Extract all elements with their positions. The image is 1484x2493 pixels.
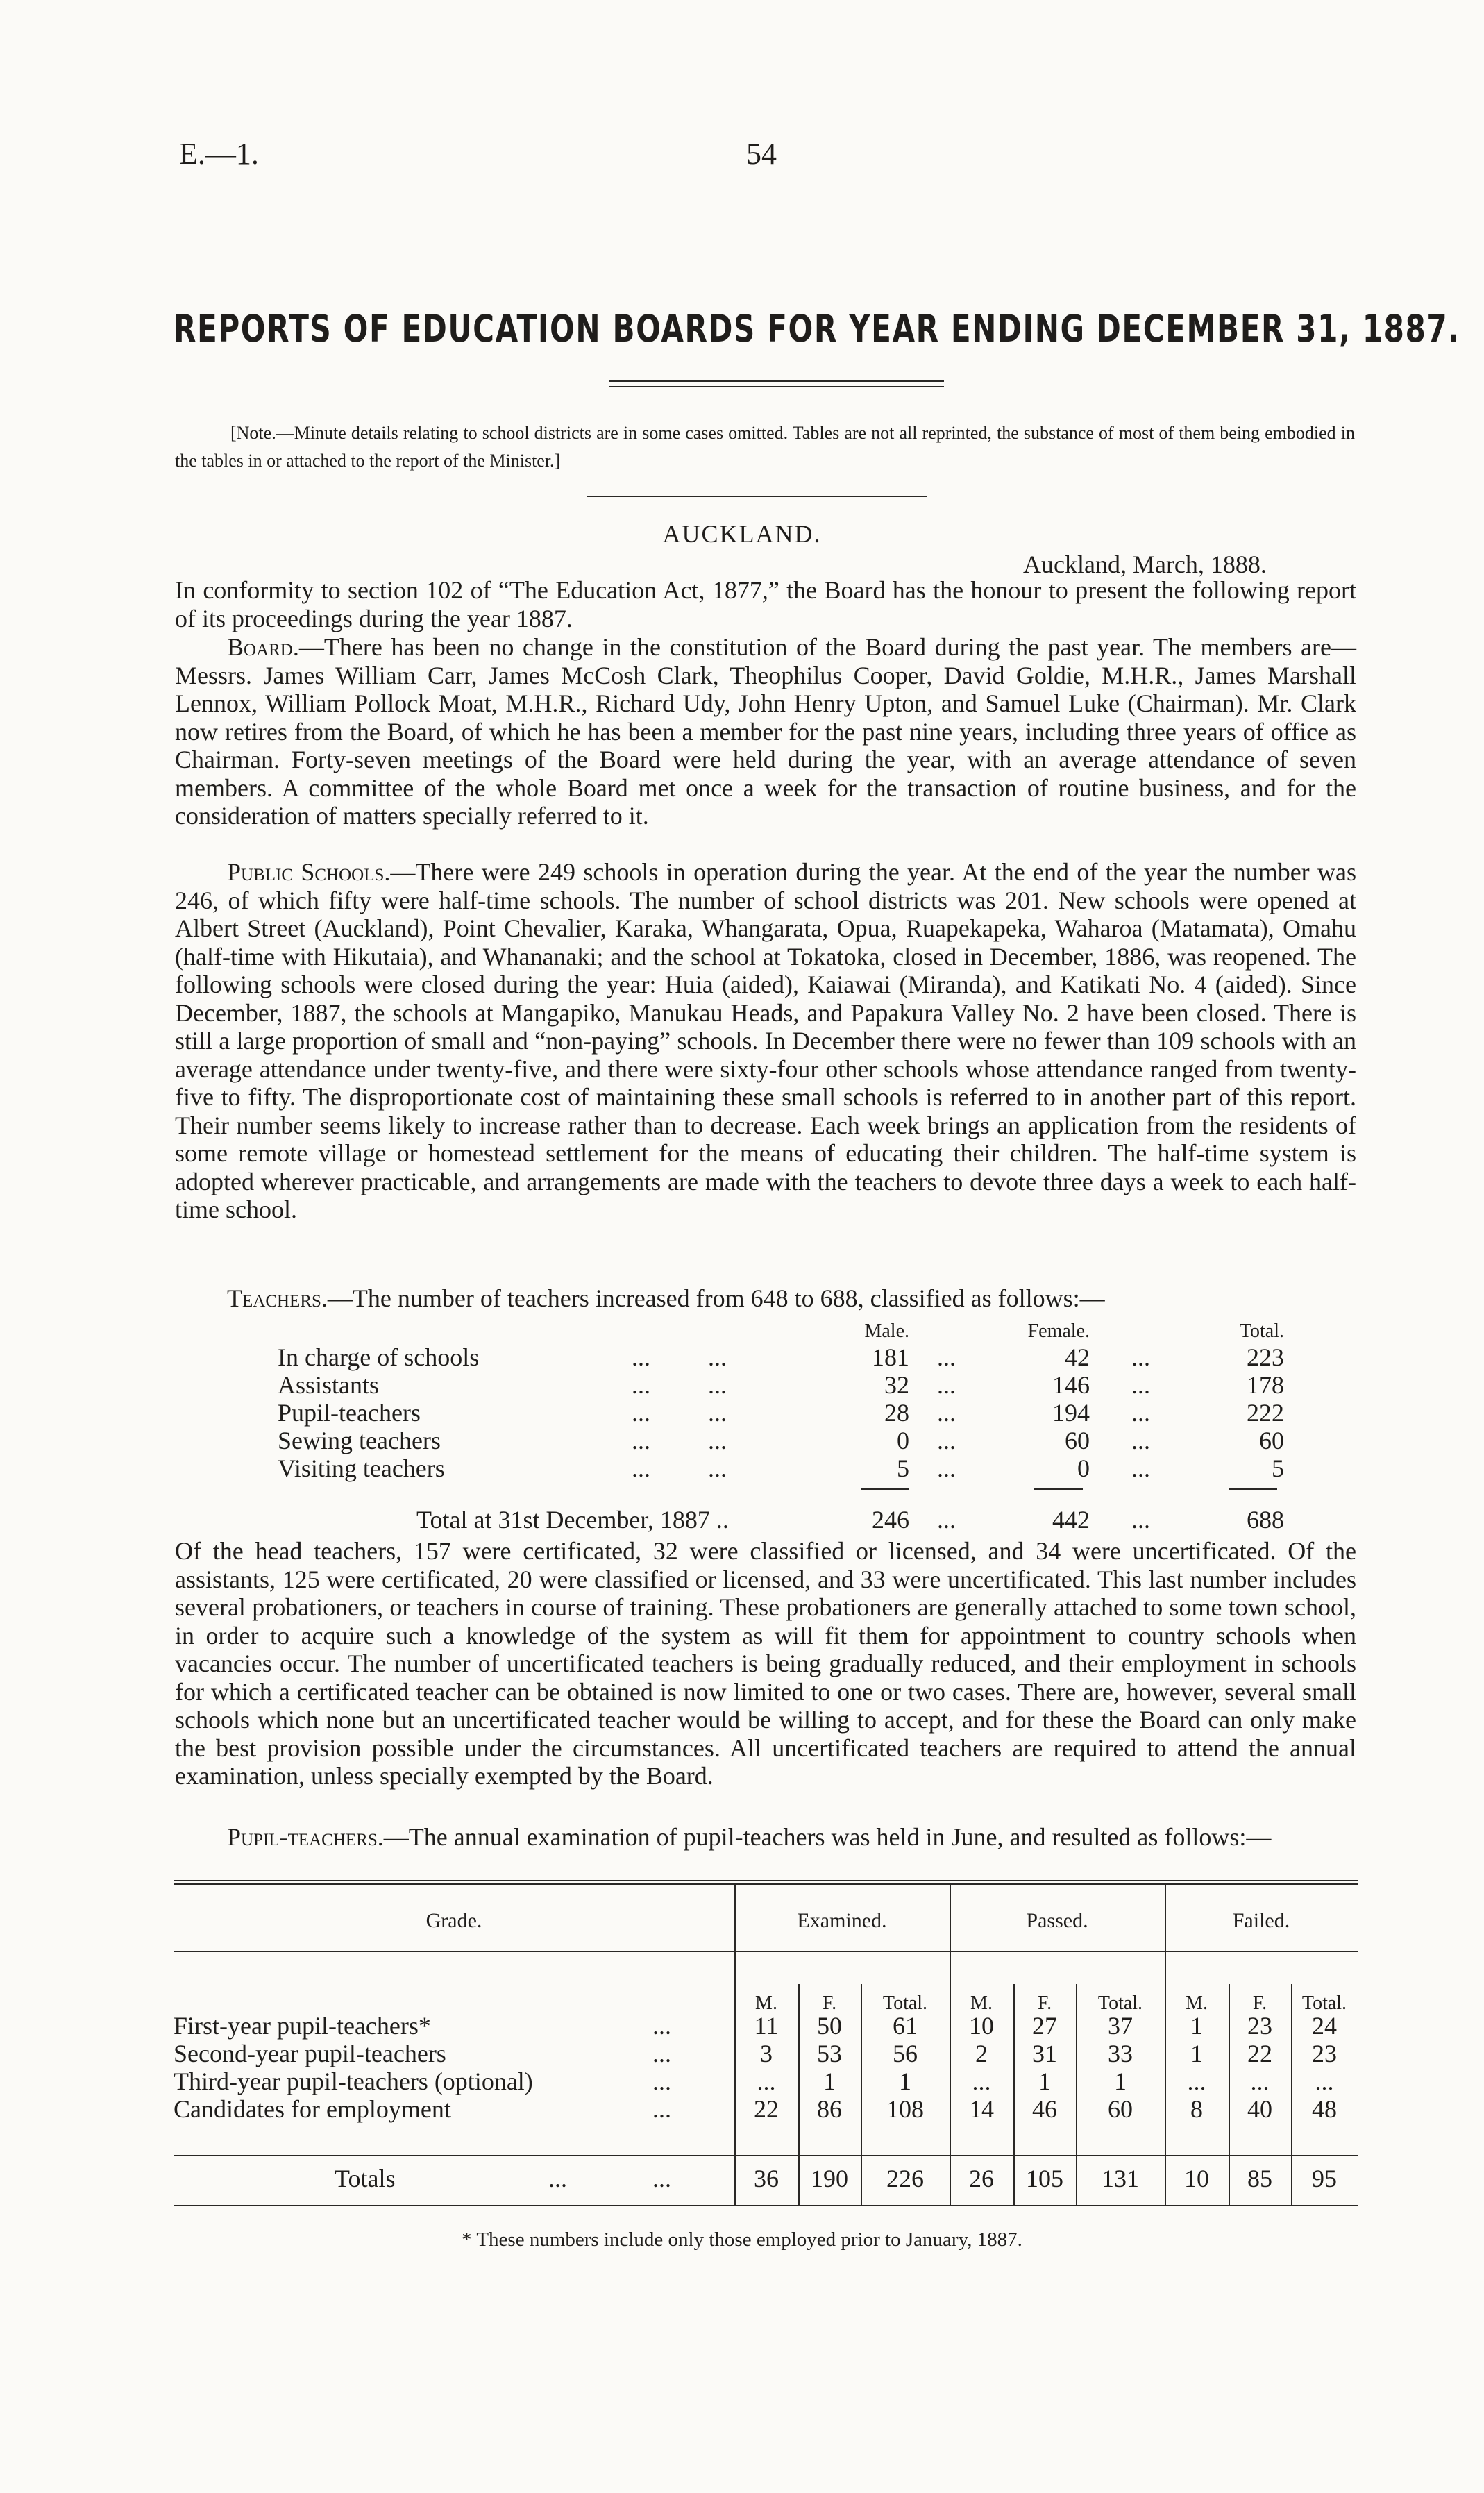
leader-dots: ...: [1131, 1371, 1150, 1399]
header-failed: Failed.: [1232, 1909, 1290, 1932]
table-rule-header: [174, 1951, 1358, 1952]
table-cell: 1: [1190, 2040, 1203, 2067]
table-cell: ...: [1250, 2067, 1270, 2095]
editorial-note: [Note.—Minute details relating to school districts are in some cases omitted. Tables are not all reprinted, the substance of most of them being embodied in the tables in or attached to the report of the Minister.]: [175, 423, 1355, 471]
table-cell: ...: [757, 2067, 776, 2095]
table-cell: 8: [1190, 2095, 1203, 2123]
table-cell: 31: [1032, 2040, 1057, 2067]
intro-paragraph: In conformity to section 102 of “The Education Act, 1877,” the Board has the honour to present the following report of its proceedings during the year 1887.: [175, 576, 1356, 632]
certification-paragraph: Of the head teachers, 157 were certificated, 32 were classified or licensed, and 34 were uncertificated. Of the assistants, 125 were certificated, 20 were classified or licensed, and 33 were uncertificated. This last number includes several probationers, or teachers in course of training. These probationers are generally attached to some town school, in order to acquire such a knowledge of the system as will fit them for appointment to country schools when vacancies occur. The number of uncertificated teachers is being gradually reduced, and their employment in schools for which a certificated teacher can be obtained is now limited to one or two cases. There are, however, several small schools which none but an uncertificated teacher would be willing to accept, and for these the Board can only make the best provision possible under the circumstances. All uncertificated teachers are required to attend the annual examination, unless specially exempted by the Board.: [175, 1537, 1356, 1790]
table-cell: 1: [899, 2067, 911, 2095]
leader-dots: ...: [548, 2165, 567, 2192]
page-identifier: E.—1.: [179, 137, 259, 171]
sum-rule: [1034, 1488, 1083, 1490]
leader-dots: ...: [652, 2012, 671, 2040]
total-value: 60: [1259, 1427, 1284, 1454]
table-cell: 27: [1032, 2012, 1057, 2040]
subheader-f: F.: [1037, 1992, 1052, 2014]
row-label: Pupil-teachers: [278, 1399, 421, 1427]
leader-dots: ...: [632, 1454, 650, 1482]
male-value: 28: [884, 1399, 909, 1427]
totals-cell: 131: [1102, 2165, 1139, 2192]
table-cell: 1: [1114, 2067, 1127, 2095]
section-title: AUCKLAND.: [662, 520, 822, 548]
leader-dots: ...: [708, 1371, 727, 1399]
teachers-lead: Teachers.: [227, 1284, 328, 1312]
subheader-f: F.: [1252, 1992, 1267, 2014]
female-value: 194: [1052, 1399, 1090, 1427]
title-rule-lower: [609, 386, 944, 387]
subheader-m: M.: [755, 1992, 777, 2014]
public-schools-paragraph: [175, 858, 1356, 1224]
total-label: Total at 31st December, 1887 ..: [416, 1506, 729, 1534]
row-label: Sewing teachers: [278, 1427, 441, 1454]
female-value: 60: [1065, 1427, 1090, 1454]
table-cell: 108: [886, 2095, 924, 2123]
leader-dots: ...: [1131, 1427, 1150, 1454]
leader-dots: ...: [652, 2040, 671, 2067]
table-cell: 53: [817, 2040, 842, 2067]
female-value: 42: [1065, 1343, 1090, 1371]
pupil-teachers-text: —The annual examination of pupil-teachers was held in June, and resulted as follows:—: [383, 1823, 1272, 1851]
leader-dots: ...: [1131, 1343, 1150, 1371]
totals-label: Totals: [335, 2165, 396, 2192]
grade-label: Second-year pupil-teachers: [174, 2040, 446, 2067]
section-rule: [587, 496, 927, 497]
table-cell: 23: [1312, 2040, 1337, 2067]
totals-cell: 105: [1026, 2165, 1063, 2192]
totals-cell: 26: [969, 2165, 994, 2192]
male-value: 5: [897, 1454, 909, 1482]
table-cell: ...: [1187, 2067, 1206, 2095]
totals-cell: 36: [754, 2165, 779, 2192]
board-text: —There has been no change in the constitution of the Board during the past year. The members are—Messrs. James William Carr, James McCosh Clark, Theophilus Cooper, David Goldie, M.H.R., James Marshall Lennox, William Pollock Moat, M.H.R., Richard Udy, John Henry Upton, and Samuel Luke (Chairman). Mr. Clark now retires from the Board, of which he has been a member for the past nine years, including three years of office as Chairman. Forty-seven meetings of the Board were held during the year, with an average attendance of seven members. A committee of the whole Board met once a week for the transaction of routine business, and for the consideration of matters specially referred to it.: [175, 633, 1356, 830]
subheader-m: M.: [970, 1992, 993, 2014]
totals-cell: 10: [1184, 2165, 1209, 2192]
footnote: * These numbers include only those employed prior to January, 1887.: [462, 2228, 1022, 2251]
male-value: 0: [897, 1427, 909, 1454]
table-cell: ...: [1315, 2067, 1334, 2095]
table-cell: 10: [969, 2012, 994, 2040]
table-cell: 56: [893, 2040, 918, 2067]
teachers-row: [278, 1343, 1291, 1370]
table-cell: 61: [893, 2012, 918, 2040]
row-label: In charge of schools: [278, 1343, 480, 1371]
table-cell: 48: [1312, 2095, 1337, 2123]
board-lead: Board.: [227, 633, 299, 661]
leader-dots: ...: [708, 1399, 727, 1427]
total-value: 178: [1247, 1371, 1284, 1399]
col-male: Male.: [864, 1320, 909, 1342]
subheader-total: Total.: [1301, 1992, 1347, 2014]
table-cell: 22: [754, 2095, 779, 2123]
sum-rule: [861, 1488, 909, 1490]
teachers-row: [278, 1370, 1291, 1398]
teachers-row: [278, 1398, 1291, 1426]
table-rule-top-2: [174, 1883, 1358, 1885]
male-value: 181: [872, 1343, 909, 1371]
subheader-m: M.: [1186, 1992, 1208, 2014]
pupil-teachers-lead: Pupil-teachers.: [227, 1823, 384, 1851]
leader-dots: ...: [708, 1427, 727, 1454]
table-cell: ...: [972, 2067, 991, 2095]
table-cell: 23: [1247, 2012, 1272, 2040]
table-cell: 3: [760, 2040, 773, 2067]
col-female: Female.: [1027, 1320, 1090, 1342]
totals-cell: 226: [886, 2165, 924, 2192]
leader-dots: ...: [937, 1427, 956, 1454]
table-rule-totals: [174, 2155, 1358, 2156]
subheader-total: Total.: [1097, 1992, 1143, 2014]
table-cell: 11: [754, 2012, 779, 2040]
leader-dots: ...: [632, 1343, 650, 1371]
table-cell: 1: [823, 2067, 836, 2095]
table-cell: 40: [1247, 2095, 1272, 2123]
grand-total: 688: [1247, 1506, 1284, 1534]
table-cell: 33: [1108, 2040, 1133, 2067]
total-value: 223: [1247, 1343, 1284, 1371]
leader-dots: ...: [632, 1399, 650, 1427]
male-total: 246: [872, 1506, 909, 1534]
teachers-total-row: [278, 1505, 1291, 1533]
pupil-teachers-paragraph: [175, 1823, 1356, 1852]
board-paragraph: [175, 633, 1356, 830]
leader-dots: ...: [1131, 1506, 1150, 1534]
title-rule-upper: [609, 380, 944, 382]
female-total: 442: [1052, 1506, 1090, 1534]
leader-dots: ...: [937, 1371, 956, 1399]
page-title: REPORTS OF EDUCATION BOARDS FOR YEAR ENDING DECEMBER 31, 1887.: [174, 307, 1460, 351]
subheader-f: F.: [822, 1992, 837, 2014]
table-cell: 60: [1108, 2095, 1133, 2123]
table-cell: 2: [975, 2040, 988, 2067]
total-value: 5: [1272, 1454, 1284, 1482]
leader-dots: ...: [708, 1343, 727, 1371]
leader-dots: ...: [937, 1454, 956, 1482]
subheader-total: Total.: [882, 1992, 928, 2014]
totals-cell: 190: [811, 2165, 848, 2192]
table-cell: 46: [1032, 2095, 1057, 2123]
table-cell: 24: [1312, 2012, 1337, 2040]
public-schools-lead: Public Schools.: [227, 858, 391, 886]
leader-dots: ...: [937, 1399, 956, 1427]
teachers-row: [278, 1454, 1291, 1481]
table-cell: 1: [1038, 2067, 1051, 2095]
female-value: 146: [1052, 1371, 1090, 1399]
public-schools-text: —There were 249 schools in operation during the year. At the end of the year the number was 246, of which fifty were half-time schools. The number of school districts was 201. New schools were opened at Albert Street (Auckland), Point Chevalier, Karaka, Whangarata, Opua, Ruapekapeka, Waharoa (Matamata), Omahu (half-time with Hikutaia), and Whananaki; and the school at Tokatoka, closed in December, 1886, was reopened. The following schools were closed during the year: Huia (aided), Kaiawai (Miranda), and Katikati No. 4 (aided). Since December, 1887, the schools at Mangapiko, Manukau Heads, and Papakura Valley No. 2 have been closed. There is still a large proportion of small and “non-paying” schools. In December there were no fewer than 109 schools with an average attendance under twenty-five, and there were sixty-four other schools whose attendance ranged from twenty-five to fifty. The disproportionate cost of maintaining these small schools is referred to in another part of this report. Their number seems likely to increase rather than to decrease. Each week brings an application from the residents of some remote village or homestead settlement for the means of educating their children. The half-time system is adopted wherever practicable, and arrangements are made with the teachers to devote three days a week to each half-time school.: [175, 858, 1356, 1223]
leader-dots: ...: [937, 1343, 956, 1371]
dateline: Auckland, March, 1888.: [1023, 551, 1267, 578]
teachers-text: —The number of teachers increased from 648 to 688, classified as follows:—: [327, 1284, 1105, 1312]
leader-dots: ...: [652, 2067, 671, 2095]
header-passed: Passed.: [1026, 1909, 1088, 1932]
table-rule-top: [174, 1880, 1358, 1881]
header-grade: Grade.: [425, 1909, 482, 1932]
grade-label: Candidates for employment: [174, 2095, 451, 2123]
leader-dots: ...: [632, 1371, 650, 1399]
pupil-teachers-table: [174, 1880, 1358, 2208]
grade-label: First-year pupil-teachers*: [174, 2012, 431, 2040]
table-cell: 37: [1108, 2012, 1133, 2040]
leader-dots: ...: [652, 2165, 671, 2192]
leader-dots: ...: [937, 1506, 956, 1534]
grade-label: Third-year pupil-teachers (optional): [174, 2067, 533, 2095]
table-rule-bottom: [174, 2205, 1358, 2206]
leader-dots: ...: [1131, 1454, 1150, 1482]
leader-dots: ...: [708, 1454, 727, 1482]
table-cell: 50: [817, 2012, 842, 2040]
row-label: Assistants: [278, 1371, 380, 1399]
teachers-row: [278, 1426, 1291, 1454]
leader-dots: ...: [632, 1427, 650, 1454]
table-cell: 86: [817, 2095, 842, 2123]
female-value: 0: [1077, 1454, 1090, 1482]
sum-rule: [1229, 1488, 1277, 1490]
leader-dots: ...: [1131, 1399, 1150, 1427]
row-label: Visiting teachers: [278, 1454, 445, 1482]
totals-cell: 85: [1247, 2165, 1272, 2192]
header-examined: Examined.: [797, 1909, 887, 1932]
totals-cell: 95: [1312, 2165, 1337, 2192]
male-value: 32: [884, 1371, 909, 1399]
table-cell: 14: [969, 2095, 994, 2123]
leader-dots: ...: [652, 2095, 671, 2123]
page-number: 54: [746, 137, 777, 171]
table-cell: 1: [1190, 2012, 1203, 2040]
teachers-paragraph: [175, 1284, 1356, 1313]
table-cell: 22: [1247, 2040, 1272, 2067]
col-total: Total.: [1239, 1320, 1284, 1342]
total-value: 222: [1247, 1399, 1284, 1427]
